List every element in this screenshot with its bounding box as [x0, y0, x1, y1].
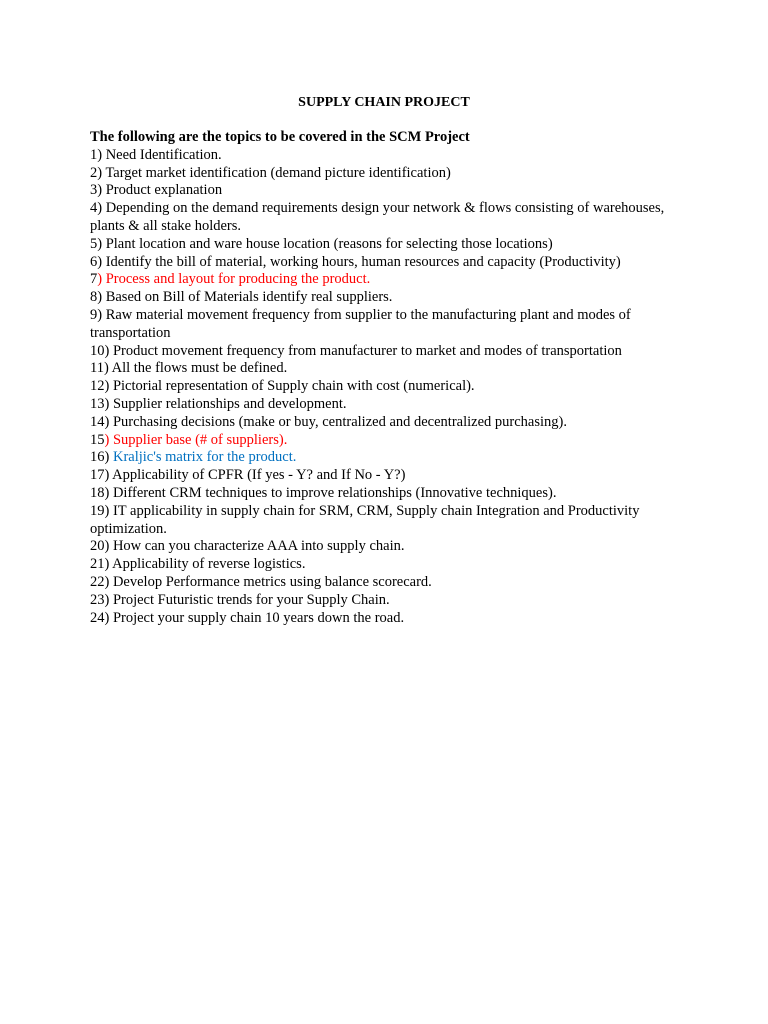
topic-item: [90, 574, 680, 592]
topic-item: [90, 378, 680, 396]
topic-item: [90, 538, 680, 556]
topic-number: 16): [90, 449, 113, 466]
topic-item: [90, 165, 680, 183]
topic-text: 6) Identify the bill of material, working hours, human resources and capacity (Productivity): [90, 253, 621, 270]
topic-text: 24) Project your supply chain 10 years down the road.: [90, 609, 405, 626]
topic-item: [90, 414, 680, 432]
topic-item: [90, 449, 680, 467]
topic-item: [90, 556, 680, 574]
page-title: SUPPLY CHAIN PROJECT: [298, 95, 470, 110]
topic-text: 5) Plant location and ware house location (reasons for selecting those locations): [90, 235, 553, 252]
topic-text: 11) All the flows must be defined.: [90, 360, 288, 377]
topic-text: Kraljic's matrix for the product.: [112, 449, 297, 466]
topic-list: [90, 147, 680, 628]
topic-text: 20) How can you characterize AAA into supply chain.: [90, 538, 405, 555]
topic-text: 1) Need Identification.: [90, 146, 222, 163]
topic-text: 17) Applicability of CPFR (If yes - Y? and If No - Y?): [90, 467, 406, 484]
topic-item: [90, 343, 680, 361]
topic-number: 7: [90, 271, 98, 288]
topic-number: 15: [90, 431, 105, 448]
topic-text: 12) Pictorial representation of Supply chain with cost (numerical).: [90, 378, 475, 395]
document-body: [90, 129, 680, 627]
topic-text: 4) Depending on the demand requirements design your network & flows consisting of warehouses, plants & all stake holders.: [90, 200, 665, 234]
topic-item: [90, 485, 680, 503]
topic-item: [90, 254, 680, 272]
topic-item: [90, 271, 680, 289]
topic-text: 13) Supplier relationships and development.: [90, 395, 347, 412]
topic-text: 19) IT applicability in supply chain for SRM, CRM, Supply chain Integration and Productivity optimization.: [90, 502, 640, 537]
intro-heading: The following are the topics to be covered in the SCM Project: [90, 129, 470, 145]
topic-item: [90, 360, 680, 378]
topic-text: 18) Different CRM techniques to improve relationships (Innovative techniques).: [90, 484, 557, 501]
topic-text: ) Supplier base (# of suppliers).: [104, 431, 288, 448]
topic-item: [90, 289, 680, 307]
topic-text: 10) Product movement frequency from manufacturer to market and modes of transportation: [90, 342, 622, 359]
topic-text: 3) Product explanation: [90, 182, 223, 199]
topic-item: [90, 182, 680, 200]
topic-text: 22) Develop Performance metrics using balance scorecard.: [90, 573, 432, 590]
topic-item: [90, 236, 680, 254]
topic-item: [90, 396, 680, 414]
topic-text: 23) Project Futuristic trends for your Supply Chain.: [90, 591, 390, 608]
topic-text: ) Process and layout for producing the product.: [97, 271, 371, 288]
topic-item: [90, 503, 680, 539]
topic-item: [90, 467, 680, 485]
topic-item: [90, 200, 680, 236]
topic-item: [90, 147, 680, 165]
topic-item: [90, 592, 680, 610]
topic-item: [90, 610, 680, 628]
topic-text: 14) Purchasing decisions (make or buy, centralized and decentralized purchasing).: [90, 413, 567, 430]
topic-text: 2) Target market identification (demand picture identification): [90, 164, 451, 181]
topic-text: 8) Based on Bill of Materials identify real suppliers.: [90, 289, 393, 306]
topic-text: 21) Applicability of reverse logistics.: [90, 556, 306, 573]
topic-text: 9) Raw material movement frequency from supplier to the manufacturing plant and modes of transportation: [90, 306, 631, 341]
topic-item: [90, 307, 680, 343]
topic-item: [90, 432, 680, 450]
